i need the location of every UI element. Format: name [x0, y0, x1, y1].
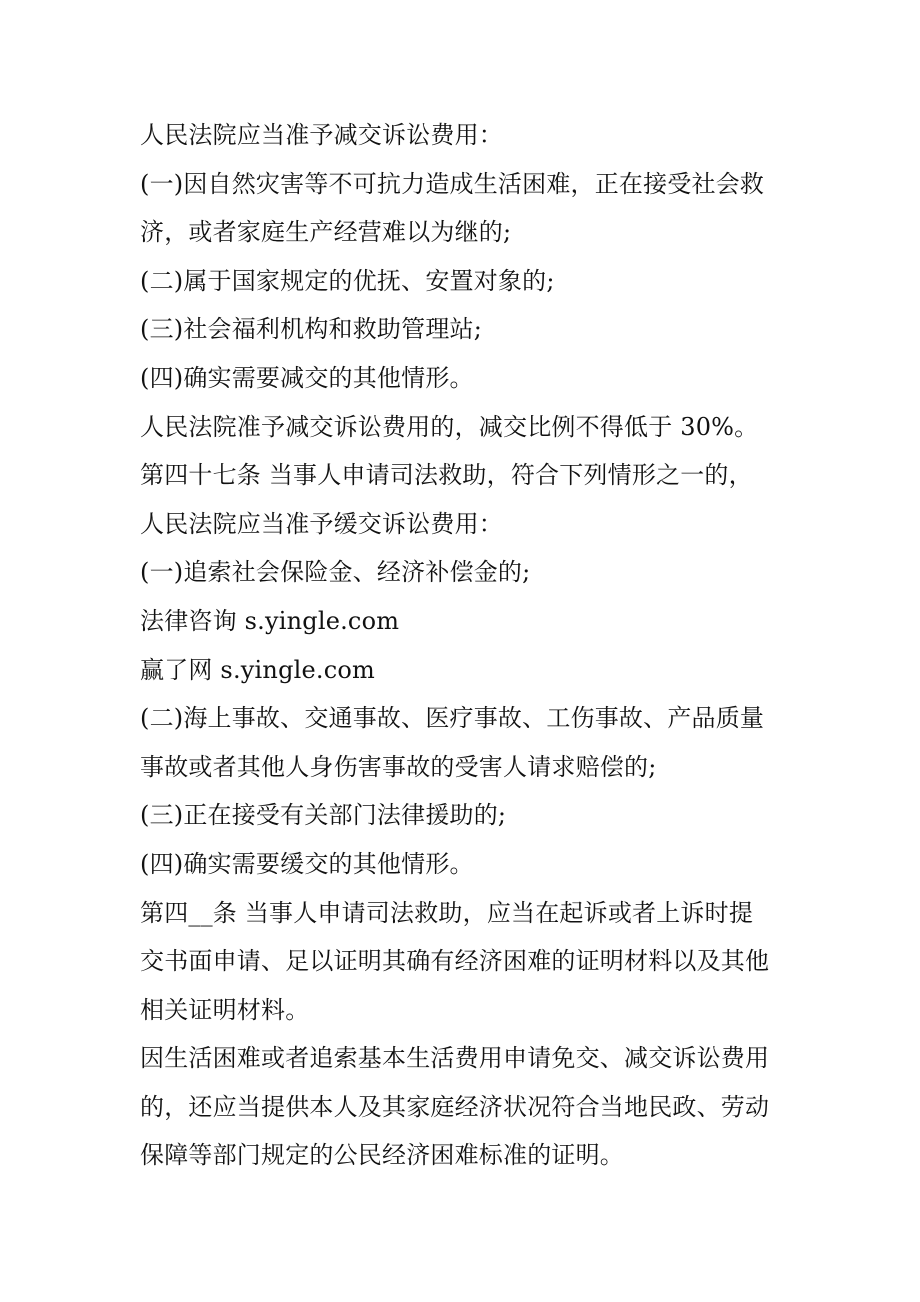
text-line: (一)因自然灾害等不可抗力造成生活困难，正在接受社会救: [140, 169, 765, 198]
text-line: 事故或者其他人身伤害事故的受害人请求赔偿的;: [140, 752, 657, 781]
text-line: 相关证明材料。: [140, 995, 310, 1024]
text-line: 交书面申请、足以证明其确有经济困难的证明材料以及其他: [140, 947, 770, 976]
document-body: [140, 111, 790, 1180]
text-line: (三)正在接受有关部门法律援助的;: [140, 801, 507, 830]
text-line: 人民法院应当准予减交诉讼费用：: [140, 121, 503, 149]
text-line: 第四__条 当事人申请司法救助，应当在起诉或者上诉时提: [140, 898, 754, 927]
text-line: (二)海上事故、交通事故、医疗事故、工伤事故、产品质量: [140, 704, 765, 733]
text-line: 赢了网 s.yingle.com: [140, 655, 375, 684]
text-line: 人民法院应当准予缓交诉讼费用：: [140, 509, 503, 538]
text-line: 的，还应当提供本人及其家庭经济状况符合当地民政、劳动: [140, 1092, 770, 1121]
text-line: (四)确实需要减交的其他情形。: [140, 363, 474, 392]
text-line: 第四十七条 当事人申请司法救助，符合下列情形之一的，: [140, 461, 753, 490]
text-line: 济，或者家庭生产经营难以为继的;: [140, 218, 512, 247]
text-line: 人民法院准予减交诉讼费用的，减交比例不得低于 30%。: [140, 412, 759, 441]
text-line: 法律咨询 s.yingle.com: [140, 606, 400, 635]
text-line: 因生活困难或者追索基本生活费用申请免交、减交诉讼费用: [140, 1044, 770, 1073]
text-line: (三)社会福利机构和救助管理站;: [140, 315, 483, 344]
text-line: (二)属于国家规定的优抚、安置对象的;: [140, 266, 555, 295]
text-line: 保障等部门规定的公民经济困难标准的证明。: [140, 1141, 624, 1170]
text-line: (四)确实需要缓交的其他情形。: [140, 849, 474, 878]
text-line: (一)追索社会保险金、经济补偿金的;: [140, 558, 531, 587]
